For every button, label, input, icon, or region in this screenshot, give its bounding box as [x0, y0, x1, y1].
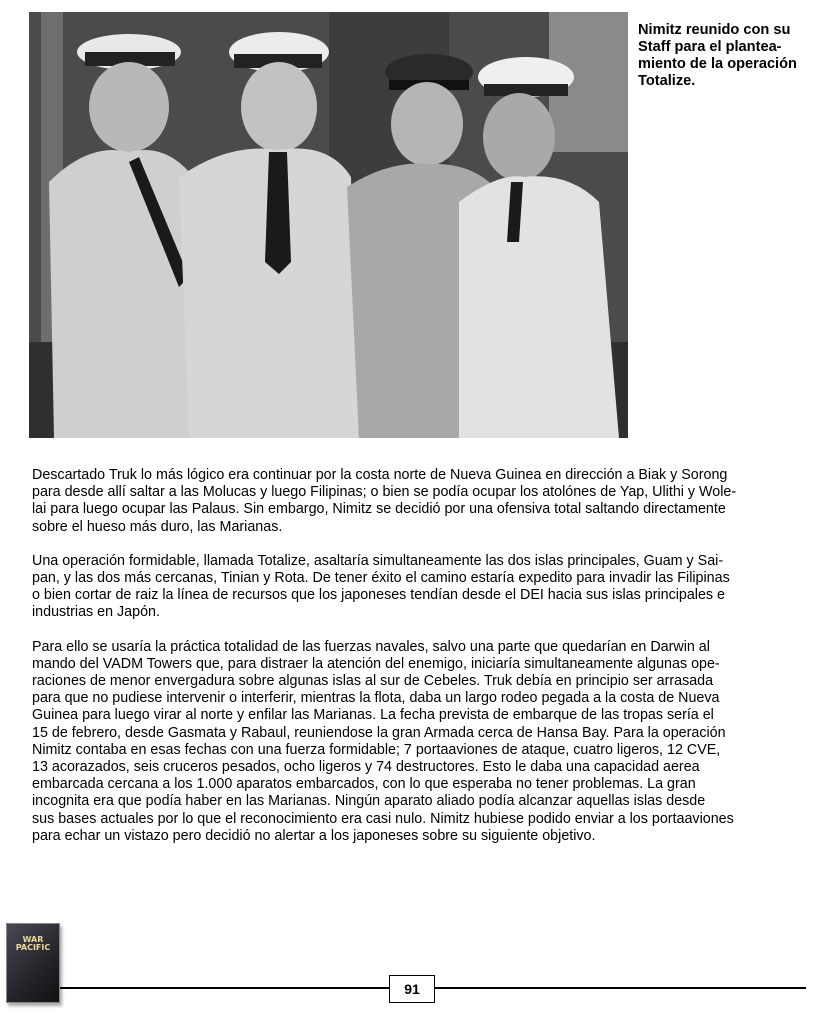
page-number: 91	[389, 975, 435, 1003]
article-paragraph: Una operación formidable, llamada Totalize, asaltaría simultaneamente las dos islas principales, Guam y Sai- pan, y las dos más cercanas, Tinian y Rota. De tener éxito el camino estaría expedito para invadir las Filipinas o bien cortar de raiz la línea de recursos que los japoneses tendían desde el DEI hacia sus islas principales e industrias en Japón.	[32, 552, 730, 621]
officers-photo	[29, 12, 628, 438]
article-paragraph: Para ello se usaría la práctica totalidad de las fuerzas navales, salvo una parte que quedarían en Darwin al mando del VADM Towers que, para distraer la atención del enemigo, iniciaría simultaneamente algunas ope- raciones de menor envergadura sobre algunas islas al sur de Cebeles. Truk debía en principio ser arrasada para que no pudiese intervenir o interferir, mientras la flota, daba un largo rodeo pegada a la costa de Nueva Guinea para luego virar al norte y enfilar las Marianas. La fecha prevista de embarque de las tropas sería el 15 de febrero, desde Gasmata y Rabaul, reuniendose la gran Armada cerca de Hansa Bay. Para la operación Nimitz contaba en esas fechas con una fuerza formidable; 7 portaaviones de ataque, cuatro ligeros, 12 CVE, 13 acorazados, seis cruceros pesados, ocho ligeros y 74 destructores. Esto le daba una capacidad aerea embarcada cercana a los 1.000 aparatos embarcados, con lo que esperaba no tener problemas. La gran incognita era que podía haber en las Marianas. Ningún aparato aliado podía alcanzar aquellas islas desde sus bases actuales por lo que el reconocimiento era casi nulo. Nimitz hubiese podido enviar a los portaaviones para echar un vistazo pero decidió no alertar a los japoneses sobre su siguiente objetivo.	[32, 638, 734, 844]
article-paragraph: Descartado Truk lo más lógico era continuar por la costa norte de Nueva Guinea en dirección a Biak y Sorong para desde allí saltar a las Molucas y luego Filipinas; o bien se podía ocupar los atolónes de Yap, Ulithi y Wole- lai para luego ocupar las Palaus. Sin embargo, Nimitz se decidió por una ofensiva total saltando directamente sobre el hueso más duro, las Marianas.	[32, 467, 737, 535]
dvd-cover-title: WAR PACIFIC	[15, 935, 51, 952]
article-body	[32, 467, 802, 862]
officers-photo-illustration	[29, 12, 628, 438]
dvd-cover-image	[6, 923, 60, 1003]
photo-caption: Nimitz reunido con su Staff para el plantea- miento de la operación Totalize.	[638, 22, 797, 89]
